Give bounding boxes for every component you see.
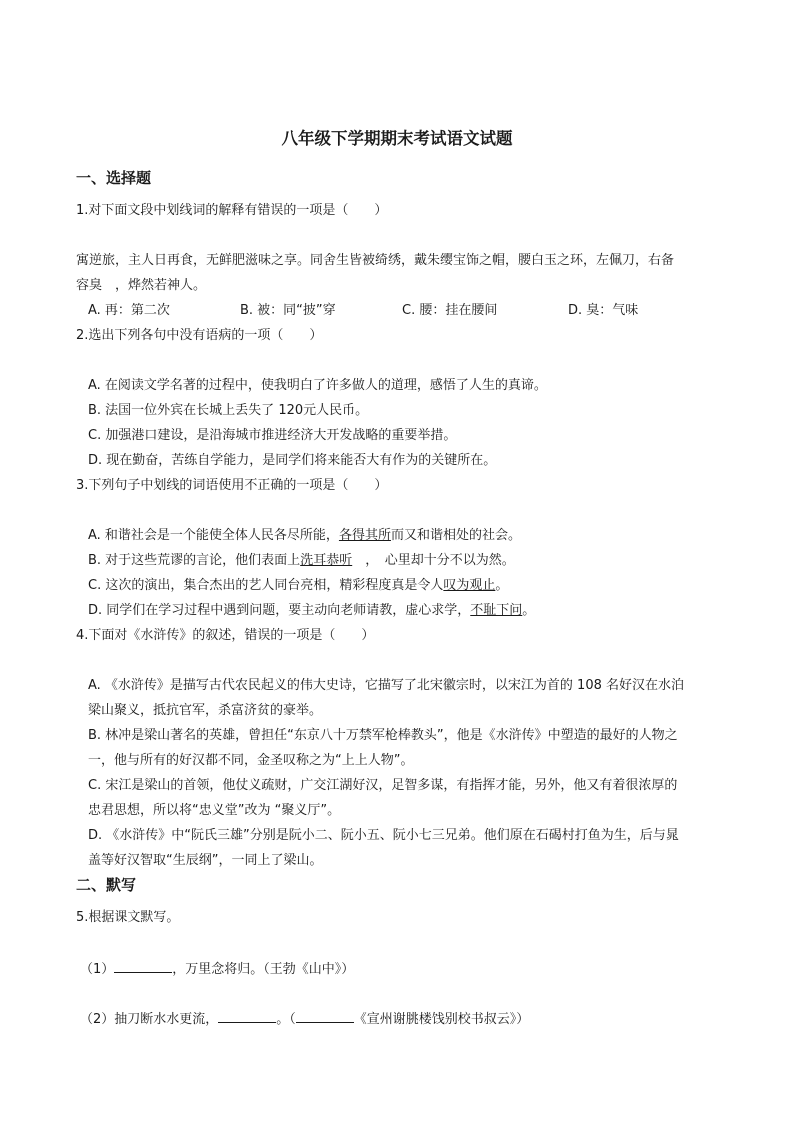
option-text: 而又和谐相处的社会。 (390, 528, 521, 543)
option-text: 。 (495, 578, 509, 593)
answer-blank[interactable] (114, 959, 172, 973)
question-4-line: 忠君思想，所以将“忠义堂”改为 “聚义厅”。 (88, 803, 341, 818)
question-1-stem: 1.对下面文段中划线词的解释有错误的一项是（ ） (76, 203, 388, 218)
option-text: A. 和谐社会是一个能使全体人民各尽所能， (88, 528, 339, 543)
question-3-option-c (88, 577, 508, 595)
question-3-stem: 3.下列句子中划线的词语使用不正确的一项是（ ） (76, 478, 388, 493)
question-3-option-d (88, 602, 535, 620)
question-2-option-d: D. 现在勤奋，苦练自学能力，是同学们将来能否大有作为的关键所在。 (88, 453, 497, 468)
section-heading-dictation: 二、默写 (76, 876, 137, 894)
option-text: D. 同学们在学习过程中遇到问题，要主动向老师请教，虚心求学， (88, 603, 471, 618)
item-text: 《宣州谢朓楼饯别校书叔云》） (353, 1012, 530, 1027)
underlined-term: 叹为观止 (443, 578, 496, 593)
option-text: B. 对于这些荒谬的言论，他们表面上 (88, 553, 301, 568)
question-4-line: D. 《水浒传》中“阮氏三雄”分别是阮小二、阮小五、阮小七三兄弟。他们原在石碣村打鱼为生，后与晁 (88, 828, 679, 843)
question-3-option-a (88, 527, 521, 545)
question-4-line: B. 林冲是梁山著名的英雄，曾担任“东京八十万禁军枪棒教头”，他是《水浒传》中塑造的最好的人物之 (88, 728, 678, 743)
option-d: D. 臭：气味 (568, 303, 639, 318)
question-1-passage-line-1: 寓逆旅，主人日再食，无鲜肥滋味之享。同舍生皆被绮绣，戴朱缨宝饰之帽，腰白玉之环，左佩刀，右备 (76, 253, 675, 268)
question-2-option-a: A. 在阅读文学名著的过程中，使我明白了许多做人的道理，感悟了人生的真谛。 (88, 378, 547, 393)
item-text: 。（ (276, 1012, 296, 1027)
answer-blank[interactable] (296, 1009, 354, 1023)
question-4-line: 一，他与所有的好汉都不同，金圣叹称之为“上上人物”。 (88, 753, 414, 768)
question-2-option-b: B. 法国一位外宾在长城上丢失了 120元人民币。 (88, 403, 369, 418)
option-text: 。 (522, 603, 536, 618)
item-text: （2）抽刀断水水更流， (80, 1012, 219, 1027)
question-5-item-2 (80, 1009, 529, 1029)
item-text: ，万里念将归。（王勃《山中》） (172, 962, 355, 977)
underlined-term: 洗耳恭听 (300, 553, 353, 568)
page-title: 八年级下学期期末考试语文试题 (281, 129, 513, 148)
option-b: B. 被：同“披”穿 (240, 303, 336, 318)
section-heading-choice: 一、选择题 (76, 169, 152, 187)
underlined-term: 不耻下问 (470, 603, 523, 618)
option-text: C. 这次的演出，集合杰出的艺人同台亮相，精彩程度真是令人 (88, 578, 444, 593)
underlined-term: 各得其所 (338, 528, 391, 543)
question-2-option-c: C. 加强港口建设，是沿海城市推进经济大开发战略的重要举措。 (88, 428, 457, 443)
question-1-passage-line-2: 容臭 ，烨然若神人。 (76, 278, 207, 293)
question-1-options (88, 302, 638, 320)
question-4-line: 梁山聚义，抵抗官军，杀富济贫的豪举。 (88, 703, 323, 718)
question-5-item-1 (80, 959, 354, 979)
question-4-line: A. 《水浒传》是描写古代农民起义的伟大史诗，它描写了北宋徽宗时，以宋江为首的 108 名好汉在水泊 (88, 678, 685, 693)
question-3-option-b (88, 552, 515, 570)
question-4-line: 盖等好汉智取“生辰纲”，一同上了梁山。 (88, 853, 323, 868)
option-text: ， 心里却十分不以为然。 (352, 553, 515, 568)
question-2-stem: 2.选出下列各句中没有语病的一项（ ） (76, 328, 323, 343)
question-4-line: C. 宋江是梁山的首领，他仗义疏财，广交江湖好汉，足智多谋，有指挥才能，另外，他又有着很浓厚的 (88, 778, 678, 793)
option-a: A. 再：第二次 (88, 303, 170, 318)
question-4-stem: 4.下面对《水浒传》的叙述，错误的一项是（ ） (76, 628, 375, 643)
option-c: C. 腰：挂在腰间 (402, 303, 498, 318)
question-5-stem: 5.根据课文默写。 (76, 910, 180, 925)
answer-blank[interactable] (218, 1009, 276, 1023)
item-text: （1） (80, 962, 115, 977)
